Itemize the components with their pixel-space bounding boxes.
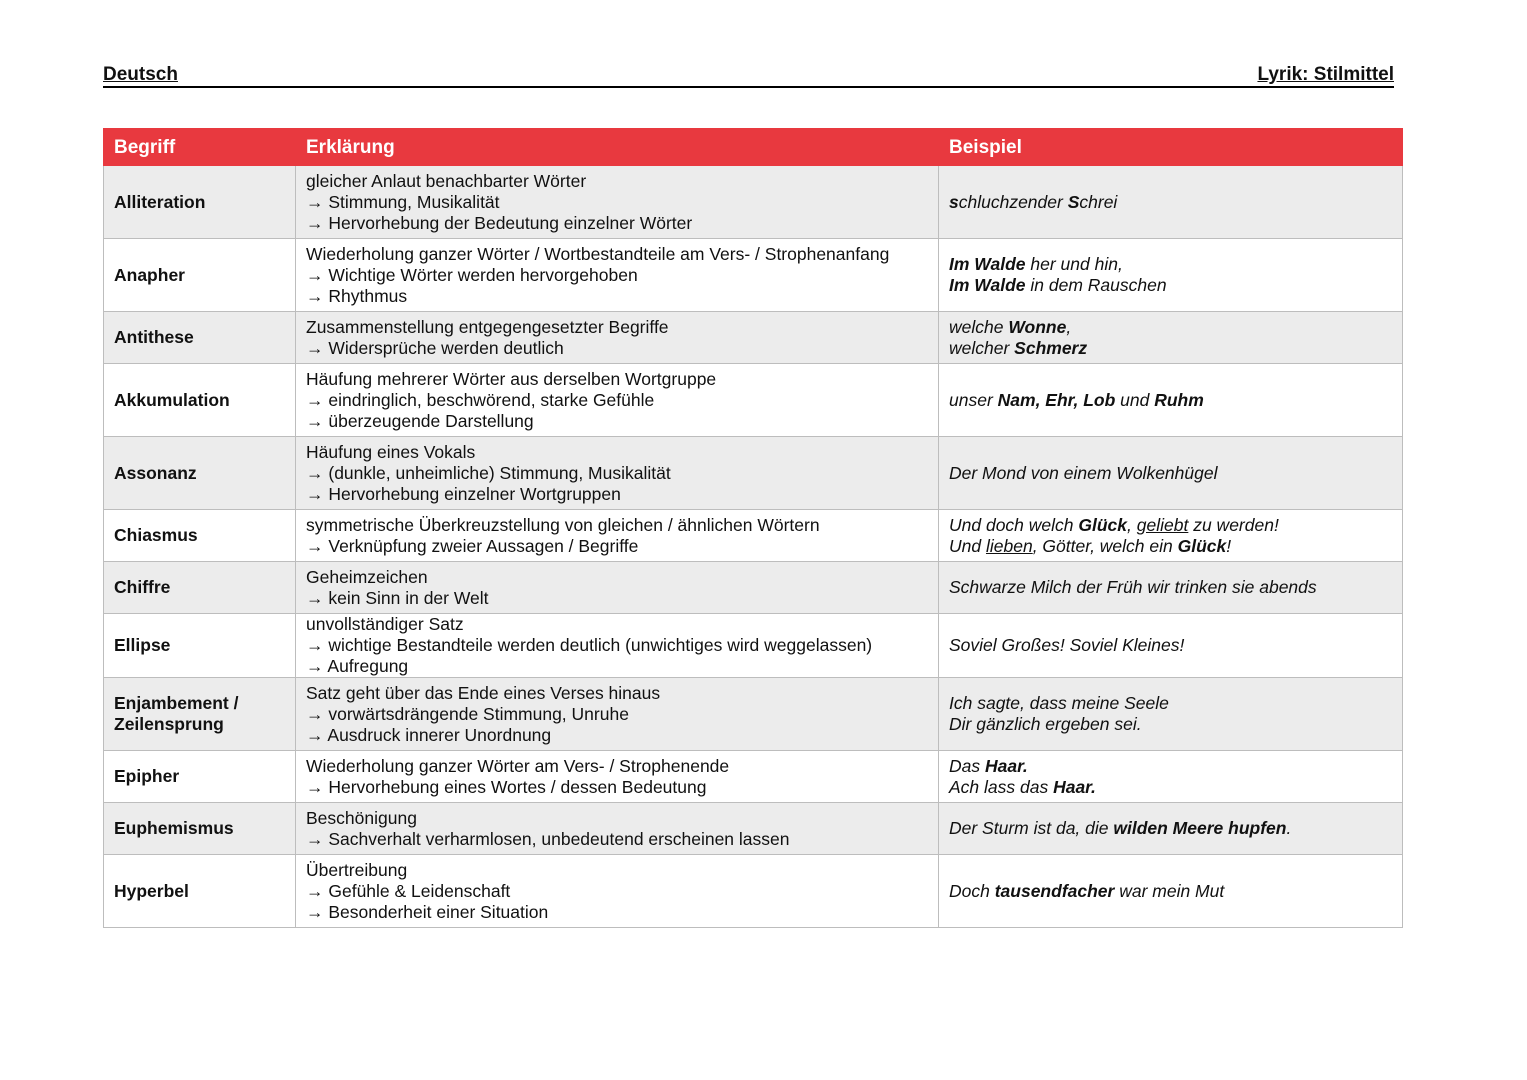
example-line — [949, 317, 1392, 338]
table-row — [104, 510, 1403, 562]
explanation-line: → Stimmung, Musikalität — [306, 191, 500, 212]
example-emphasis: S — [1067, 191, 1080, 212]
explanation-line: → überzeugende Darstellung — [306, 410, 534, 431]
term-text: Epipher — [114, 766, 180, 786]
table-row — [104, 614, 1403, 678]
example-text: zu werden! — [1188, 514, 1279, 535]
example-emphasis: Schmerz — [1014, 337, 1088, 358]
explanation-line: Zusammenstellung entgegengesetzter Begriffe — [306, 316, 669, 337]
term-cell — [104, 678, 296, 751]
explanation-cell — [296, 678, 939, 751]
term-cell — [104, 312, 296, 364]
example-text: ! — [1226, 535, 1232, 556]
example-emphasis: Ruhm — [1154, 389, 1204, 410]
explanation-line: → Besonderheit einer Situation — [306, 901, 549, 922]
example-text: chrei — [1079, 191, 1118, 212]
explanation-cell — [296, 614, 939, 678]
table-row — [104, 751, 1403, 803]
explanation-cell — [296, 312, 939, 364]
explanation-line: → Hervorhebung eines Wortes / dessen Bedeutung — [306, 776, 707, 797]
example-line — [949, 463, 1392, 484]
explanation-line: Häufung mehrerer Wörter aus derselben Wortgruppe — [306, 368, 717, 389]
example-line — [949, 536, 1392, 557]
example-text: , — [1066, 316, 1072, 337]
term-text: Enjambement / — [114, 693, 239, 713]
example-line — [949, 818, 1392, 839]
explanation-line: → Hervorhebung einzelner Wortgruppen — [306, 483, 621, 504]
term-text: Anapher — [114, 264, 185, 285]
explanation-cell — [296, 751, 939, 803]
table-row — [104, 166, 1403, 239]
term-text: Assonanz — [114, 462, 197, 483]
example-cell — [939, 437, 1403, 510]
topic-label: Lyrik: Stilmittel — [1257, 64, 1394, 85]
explanation-line: → Sachverhalt verharmlosen, unbedeutend erscheinen lassen — [306, 828, 790, 849]
example-line — [949, 881, 1392, 902]
example-text: in dem Rauschen — [1025, 275, 1167, 295]
example-text: Soviel Großes! Soviel Kleines! — [949, 635, 1185, 655]
explanation-cell — [296, 803, 939, 855]
explanation-line: → eindringlich, beschwörend, starke Gefühle — [306, 389, 655, 410]
example-text: Der Sturm ist da, die — [949, 818, 1114, 838]
example-text: her und hin, — [1025, 254, 1123, 274]
term-text: Chiasmus — [114, 525, 198, 545]
term-cell — [104, 562, 296, 614]
term-text: Hyperbel — [114, 880, 189, 901]
term-text: Euphemismus — [114, 818, 234, 838]
example-emphasis: Haar. — [984, 755, 1028, 776]
explanation-cell — [296, 510, 939, 562]
explanation-line: symmetrische Überkreuzstellung von gleichen / ähnlichen Wörtern — [306, 514, 820, 535]
example-cell — [939, 312, 1403, 364]
table-row — [104, 437, 1403, 510]
explanation-line: Wiederholung ganzer Wörter / Wortbestandteile am Vers- / Strophenanfang — [306, 243, 890, 264]
example-text: Das — [949, 755, 985, 776]
explanation-cell — [296, 239, 939, 312]
example-text: Und — [949, 535, 986, 556]
example-emphasis: Im Walde — [949, 254, 1026, 274]
explanation-line: → Gefühle & Leidenschaft — [306, 880, 511, 901]
example-cell — [939, 803, 1403, 855]
stilmittel-table — [103, 128, 1403, 928]
explanation-line: → vorwärtsdrängende Stimmung, Unruhe — [306, 703, 629, 724]
example-line — [949, 635, 1392, 656]
table-body — [104, 166, 1403, 928]
example-text: , — [1127, 514, 1137, 535]
explanation-line: → Ausdruck innerer Unordnung — [306, 724, 552, 745]
table-row — [104, 855, 1403, 928]
explanation-line: → Hervorhebung der Bedeutung einzelner Wörter — [306, 212, 693, 233]
example-text: welche — [949, 316, 1009, 337]
term-text: Akkumulation — [114, 389, 230, 410]
example-text: Dir gänzlich ergeben sei. — [949, 714, 1142, 734]
example-line — [949, 515, 1392, 536]
example-emphasis: Im Walde — [949, 275, 1026, 295]
example-cell — [939, 614, 1403, 678]
example-emphasis: Wonne — [1008, 316, 1067, 337]
explanation-line: → Verknüpfung zweier Aussagen / Begriffe — [306, 535, 639, 556]
term-text: Alliteration — [114, 191, 206, 212]
term-cell — [104, 614, 296, 678]
explanation-line: gleicher Anlaut benachbarter Wörter — [306, 170, 587, 191]
term-cell — [104, 855, 296, 928]
page-header — [103, 62, 1394, 88]
example-text: und — [1115, 389, 1155, 410]
term-text: Chiffre — [114, 577, 171, 597]
example-text: Doch — [949, 880, 995, 901]
explanation-cell — [296, 562, 939, 614]
example-cell — [939, 855, 1403, 928]
table-header-row — [104, 129, 1403, 166]
explanation-line: → Widersprüche werden deutlich — [306, 337, 564, 358]
column-header-erklaerung: Erklärung — [296, 129, 939, 166]
explanation-line: Wiederholung ganzer Wörter am Vers- / Strophenende — [306, 755, 730, 776]
example-text: . — [1286, 818, 1292, 838]
example-emphasis: Glück — [1078, 514, 1128, 535]
explanation-line: Geheimzeichen — [306, 566, 428, 587]
example-text: welcher — [949, 337, 1015, 358]
example-emphasis: wilden Meere hupfen — [1113, 818, 1287, 838]
example-text: Ach lass das — [949, 776, 1054, 797]
example-text: war mein Mut — [1114, 880, 1225, 901]
table-row — [104, 239, 1403, 312]
example-cell — [939, 562, 1403, 614]
explanation-cell — [296, 437, 939, 510]
example-line — [949, 777, 1392, 798]
explanation-line: → Wichtige Wörter werden hervorgehoben — [306, 264, 638, 285]
example-text: unser — [949, 389, 998, 410]
example-cell — [939, 166, 1403, 239]
explanation-line: → wichtige Bestandteile werden deutlich (unwichtiges wird weggelassen) — [306, 635, 873, 655]
term-text: Zeilensprung — [114, 714, 224, 734]
term-cell — [104, 803, 296, 855]
example-line — [949, 756, 1392, 777]
term-cell — [104, 437, 296, 510]
explanation-line: → Rhythmus — [306, 285, 408, 306]
table-row — [104, 803, 1403, 855]
explanation-line: → (dunkle, unheimliche) Stimmung, Musikalität — [306, 462, 671, 483]
explanation-line: Übertreibung — [306, 859, 408, 880]
example-emphasis: Nam, Ehr, Lob — [997, 389, 1116, 410]
example-line — [949, 338, 1392, 359]
explanation-cell — [296, 166, 939, 239]
example-text: Der Mond von einem Wolkenhügel — [949, 462, 1218, 483]
example-cell — [939, 510, 1403, 562]
term-cell — [104, 166, 296, 239]
example-line — [949, 275, 1392, 296]
example-emphasis: s — [949, 191, 959, 212]
explanation-line: Satz geht über das Ende eines Verses hinaus — [306, 682, 661, 703]
example-text: Schwarze Milch der Früh wir trinken sie abends — [949, 577, 1317, 597]
table-row — [104, 562, 1403, 614]
example-text: Ich sagte, dass meine Seele — [949, 693, 1169, 713]
example-text: chluchzender — [958, 191, 1068, 212]
example-line — [949, 577, 1392, 598]
column-header-beispiel: Beispiel — [939, 129, 1403, 166]
explanation-cell — [296, 364, 939, 437]
example-emphasis: tausendfacher — [994, 880, 1115, 901]
example-line — [949, 192, 1392, 213]
explanation-line: Häufung eines Vokals — [306, 441, 476, 462]
explanation-line: Beschönigung — [306, 807, 417, 828]
example-underline: lieben — [985, 535, 1033, 556]
example-underline: geliebt — [1136, 514, 1189, 535]
term-cell — [104, 751, 296, 803]
explanation-line: unvollständiger Satz — [306, 614, 464, 634]
example-emphasis: Haar. — [1053, 776, 1096, 797]
example-line — [949, 390, 1392, 411]
example-line — [949, 254, 1392, 275]
example-line — [949, 693, 1392, 714]
example-cell — [939, 364, 1403, 437]
example-cell — [939, 678, 1403, 751]
subject-label: Deutsch — [103, 64, 178, 85]
term-text: Ellipse — [114, 635, 171, 655]
column-header-begriff: Begriff — [104, 129, 296, 166]
term-cell — [104, 239, 296, 312]
example-cell — [939, 751, 1403, 803]
explanation-line: → Aufregung — [306, 656, 409, 676]
example-text: , Götter, welch ein — [1032, 535, 1178, 556]
example-cell — [939, 239, 1403, 312]
example-text: Und doch welch — [949, 514, 1079, 535]
explanation-line: → kein Sinn in der Welt — [306, 587, 489, 608]
explanation-cell — [296, 855, 939, 928]
example-emphasis: Glück — [1177, 535, 1227, 556]
example-line — [949, 714, 1392, 735]
table-row — [104, 678, 1403, 751]
term-cell — [104, 510, 296, 562]
term-cell — [104, 364, 296, 437]
table-row — [104, 312, 1403, 364]
table-row — [104, 364, 1403, 437]
term-text: Antithese — [114, 327, 194, 347]
